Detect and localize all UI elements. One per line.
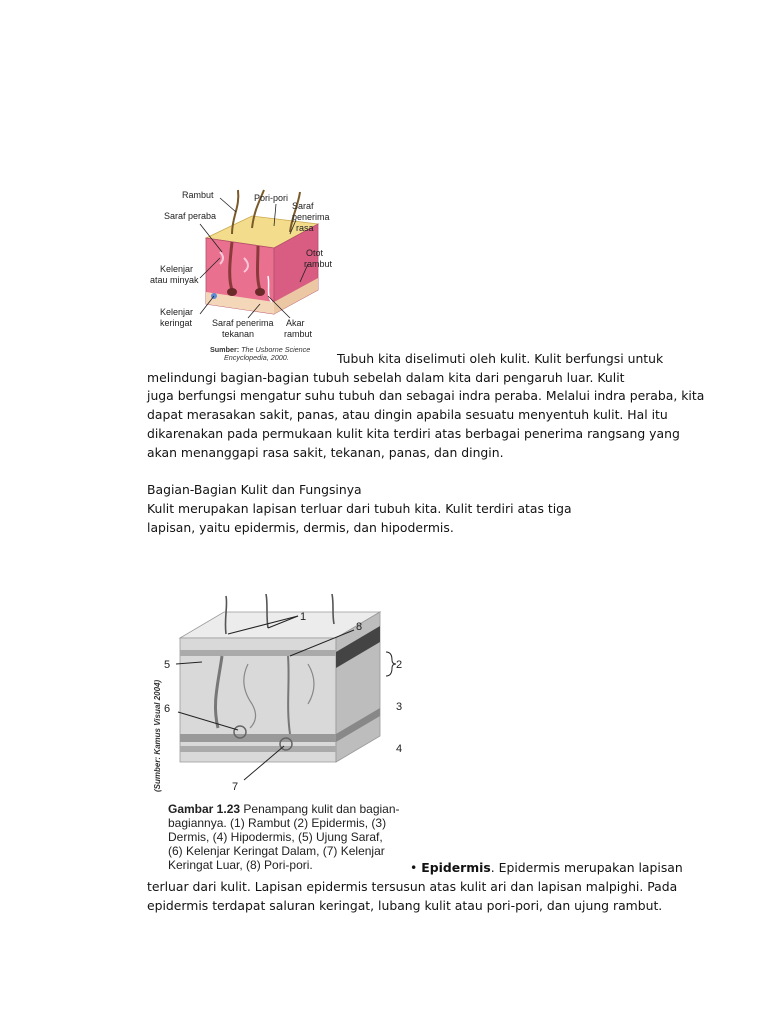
number-4: 4: [396, 743, 403, 755]
label-pori-pori: Pori-pori: [254, 193, 289, 203]
skin-cross-section-diagram: [148, 594, 408, 800]
skin-diagram-colored: [140, 186, 350, 366]
label-kelenjar-minyak-2: atau minyak: [150, 275, 199, 285]
bullet: •: [410, 860, 418, 875]
label-akar-rambut-1: Akar: [286, 318, 305, 328]
paragraph1-line6: akan menanggapi rasa sakit, tekanan, panas, dan dingin.: [147, 445, 504, 460]
label-rambut: Rambut: [182, 190, 214, 200]
number-5: 5: [164, 659, 171, 671]
number-2: 2: [396, 659, 403, 671]
figure2-caption-line1: [168, 803, 400, 817]
figure2-caption-text1: Penampang kulit dan bagian-: [243, 802, 400, 816]
paragraph2-line2: terluar dari kulit. Lapisan epidermis tersusun atas kulit ari dan lapisan malpighi. Pada: [147, 879, 678, 894]
figure1-source-title: The Usborne Science: [239, 345, 311, 354]
section-line1: Kulit merupakan lapisan terluar dari tubuh kita. Kulit terdiri atas tiga: [147, 501, 572, 516]
label-saraf-penerima-tekanan-2: tekanan: [222, 329, 255, 339]
paragraph1-line3: juga berfungsi mengatur suhu tubuh dan sebagai indra peraba. Melalui indra peraba, kita: [147, 388, 705, 403]
number-8: 8: [356, 621, 363, 633]
number-1: 1: [300, 611, 307, 623]
label-saraf-penerima-tekanan-1: Saraf penerima: [212, 318, 274, 328]
paragraph1-line4: dapat merasakan sakit, panas, atau dingin apabila sesuatu menyentuh kulit. Hal itu: [147, 407, 668, 422]
figure2-caption-line3: Dermis, (4) Hipodermis, (5) Ujung Saraf,: [168, 830, 383, 844]
label-otot-rambut-2: rambut: [304, 259, 333, 269]
label-kelenjar-keringat-1: Kelenjar: [160, 307, 194, 317]
label-saraf-penerima-rasa-2: penerima: [292, 212, 330, 222]
paragraph2-line1-rest: . Epidermis merupakan lapisan: [490, 860, 683, 875]
paragraph1-line2: melindungi bagian-bagian tubuh sebelah dalam kita dari pengaruh luar. Kulit: [147, 370, 625, 385]
paragraph1-line5: dikarenakan pada permukaan kulit kita terdiri atas berbagai penerima rangsang yang: [147, 426, 680, 441]
figure1-source-bold: Sumber:: [210, 345, 240, 354]
figure2-caption-line4: (6) Kelenjar Keringat Dalam, (7) Kelenjar: [168, 844, 385, 858]
epidermis-term: Epidermis: [421, 860, 491, 875]
label-otot-rambut-1: Otot: [306, 248, 324, 258]
number-7: 7: [232, 781, 239, 793]
figure2-caption-title: Gambar 1.23: [168, 802, 241, 816]
section-line2: lapisan, yaitu epidermis, dermis, dan hipodermis.: [147, 520, 454, 535]
label-kelenjar-minyak-1: Kelenjar: [160, 264, 194, 274]
figure2-caption-line2: bagiannya. (1) Rambut (2) Epidermis, (3): [168, 816, 387, 830]
label-saraf-peraba: Saraf peraba: [164, 211, 217, 221]
figure2-caption-line5: Keringat Luar, (8) Pori-pori.: [168, 858, 313, 872]
figure1-source-line2: Encyclopedia, 2000.: [224, 353, 289, 362]
figure2-side-source: (Sumber: Kamus Visual 2004): [153, 679, 162, 792]
label-saraf-penerima-rasa-3: rasa: [296, 223, 314, 233]
paragraph2-line3: epidermis terdapat saluran keringat, lubang kulit atau pori-pori, dan ujung rambut.: [147, 898, 663, 913]
number-3: 3: [396, 701, 403, 713]
number-6: 6: [164, 703, 171, 715]
label-akar-rambut-2: rambut: [284, 329, 313, 339]
label-kelenjar-keringat-2: keringat: [160, 318, 193, 328]
label-saraf-penerima-rasa-1: Saraf: [292, 201, 314, 211]
section-heading: Bagian-Bagian Kulit dan Fungsinya: [147, 482, 362, 497]
paragraph2-line1: [410, 859, 683, 878]
paragraph1-line1: Tubuh kita diselimuti oleh kulit. Kulit berfungsi untuk: [337, 351, 664, 366]
